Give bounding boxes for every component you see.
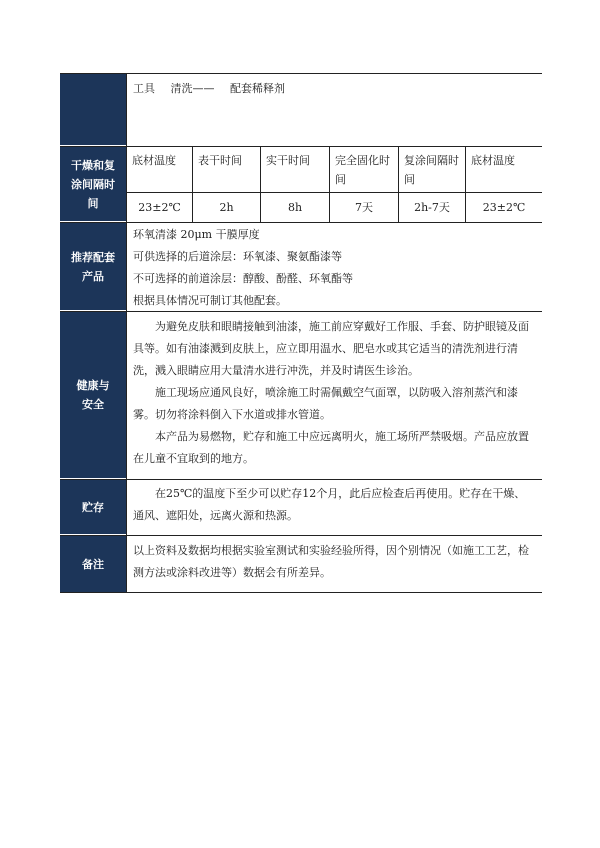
spec-table <box>60 73 542 593</box>
recommended-header <box>60 223 126 311</box>
tools-body <box>126 74 542 146</box>
health-header <box>60 312 126 479</box>
tools-header <box>60 74 126 146</box>
drying-col-substrate-temp-2: 底材温度 <box>465 147 542 192</box>
drying-header-line: 间 <box>87 196 99 210</box>
drying-val-substrate-temp: 23±2℃ <box>138 201 181 214</box>
recommended-line: 可供选择的后道涂层：环氧漆、聚氨酯漆等 <box>133 250 342 263</box>
drying-col-full-cure: 完全固化时间 <box>329 147 398 192</box>
drying-header-line: 涂间隔时 <box>71 177 115 191</box>
drying-val-surface-dry: 2h <box>192 193 260 222</box>
drying-column-headers <box>127 147 542 193</box>
notes-header: 备注 <box>60 536 126 592</box>
health-paragraph: 本产品为易燃物，贮存和施工中应远离明火，施工场所严禁吸烟。产品应放置在儿童不宜取到的地方。 <box>133 430 529 465</box>
drying-val-full-cure: 7天 <box>329 193 398 222</box>
storage-body <box>126 480 542 535</box>
recommended-line: 不可选择的前道涂层：醇酸、酚醛、环氧酯等 <box>133 272 353 285</box>
drying-col-substrate-temp: 底材温度 <box>132 154 176 167</box>
tools-thinner: 配套稀释剂 <box>230 82 285 95</box>
health-header-line: 健康与 <box>76 379 110 392</box>
recommended-header-line: 推荐配套 <box>71 250 115 264</box>
health-paragraph: 为避免皮肤和眼睛接触到油漆，施工前应穿戴好工作服、手套、防护眼镜及面具等。如有油漆溅到皮肤上，应立即用温水、肥皂水或其它适当的清洗剂进行清洗，溅入眼睛应用大量清水进行冲洗，并及时请医生诊治。 <box>133 320 529 377</box>
storage-text: 在25℃的温度下至少可以贮存12个月，此后应检查后再使用。贮存在干燥、通风、遮阳处，远离火源和热源。 <box>133 487 526 522</box>
recommended-line: 环氧清漆 20μm 干膜厚度 <box>133 228 260 241</box>
tools-clean: 清洗—— <box>170 82 215 95</box>
recommended-header-line: 产品 <box>82 269 104 283</box>
drying-val-substrate-temp-2: 23±2℃ <box>465 193 542 222</box>
recommended-row <box>60 223 542 312</box>
drying-col-hard-dry: 实干时间 <box>260 147 329 192</box>
drying-col-recoat: 复涂间隔时间 <box>398 147 465 192</box>
tools-row <box>60 74 542 147</box>
storage-header: 贮存 <box>60 480 126 535</box>
drying-body <box>126 147 542 222</box>
drying-header <box>60 147 126 222</box>
tools-label: 工具 <box>133 82 155 95</box>
notes-text: 以上资料及数据均根据实验室测试和实验经验所得，因个别情况（如施工工艺，检测方法或涂料改进等）数据会有所差异。 <box>133 544 529 579</box>
health-body <box>126 312 542 479</box>
recommended-line: 根据具体情况可制订其他配套。 <box>133 294 287 307</box>
storage-row <box>60 480 542 536</box>
health-header-line: 安全 <box>82 398 104 411</box>
drying-row <box>60 147 542 223</box>
drying-col-surface-dry: 表干时间 <box>192 147 260 192</box>
health-paragraph: 施工现场应通风良好，喷涂施工时需佩戴空气面罩，以防吸入溶剂蒸汽和漆雾。切勿将涂料倒入下水道或排水管道。 <box>133 386 518 421</box>
drying-values <box>127 193 542 222</box>
health-row <box>60 312 542 480</box>
notes-row <box>60 536 542 592</box>
drying-header-line: 干燥和复 <box>71 158 115 172</box>
recommended-body <box>126 223 542 311</box>
drying-val-hard-dry: 8h <box>260 193 329 222</box>
notes-body <box>126 536 542 592</box>
drying-val-recoat: 2h-7天 <box>398 193 465 222</box>
tools-line <box>133 78 536 100</box>
